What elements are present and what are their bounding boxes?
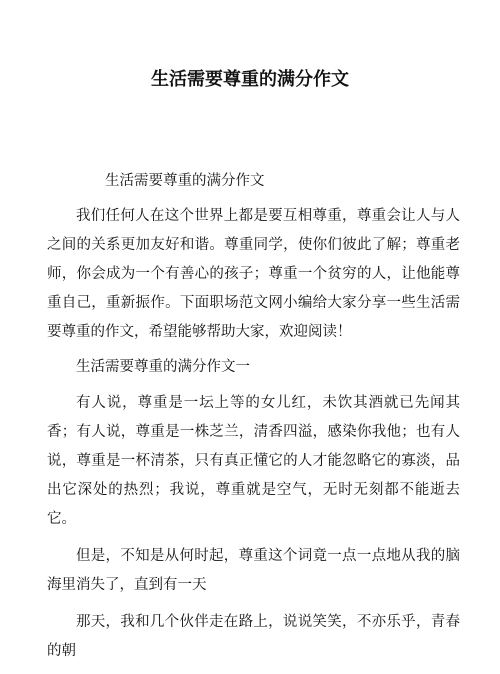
section-paragraph-1: 有人说，尊重是一坛上等的女儿红，未饮其酒就已先闻其香；有人说，尊重是一株芝兰，清香四溢，感染你我他；也有人说，尊重是一杯清茶，只有真正懂它的人才能忽略它的寡淡，品出它深处的热烈；我说，尊重就是空气，无时无刻都不能逝去它。 xyxy=(47,395,460,527)
document-body xyxy=(47,170,460,674)
section-heading: 生活需要尊重的满分作文一 xyxy=(76,359,250,375)
section-paragraph-3: 那天，我和几个伙伴走在路上，说说笑笑，不亦乐乎，青春的朝 xyxy=(47,614,460,659)
intro-paragraph: 我们任何人在这个世界上都是要互相尊重，尊重会让人与人之间的关系更加友好和谐。尊重同学，使你们彼此了解；尊重老师，你会成为一个有善心的孩子；尊重一个贫穷的人，让他能尊重自己，重新振作。下面职场范文网小编给大家分享一些生活需要尊重的作文，希望能够帮助大家，欢迎阅读！ xyxy=(47,208,460,340)
section-paragraph-2: 但是，不知是从何时起，尊重这个词竟一点一点地从我的脑海里消失了，直到有一天 xyxy=(47,548,460,593)
page-title: 生活需要尊重的满分作文 xyxy=(151,69,349,90)
document-subtitle: 生活需要尊重的满分作文 xyxy=(105,173,265,189)
